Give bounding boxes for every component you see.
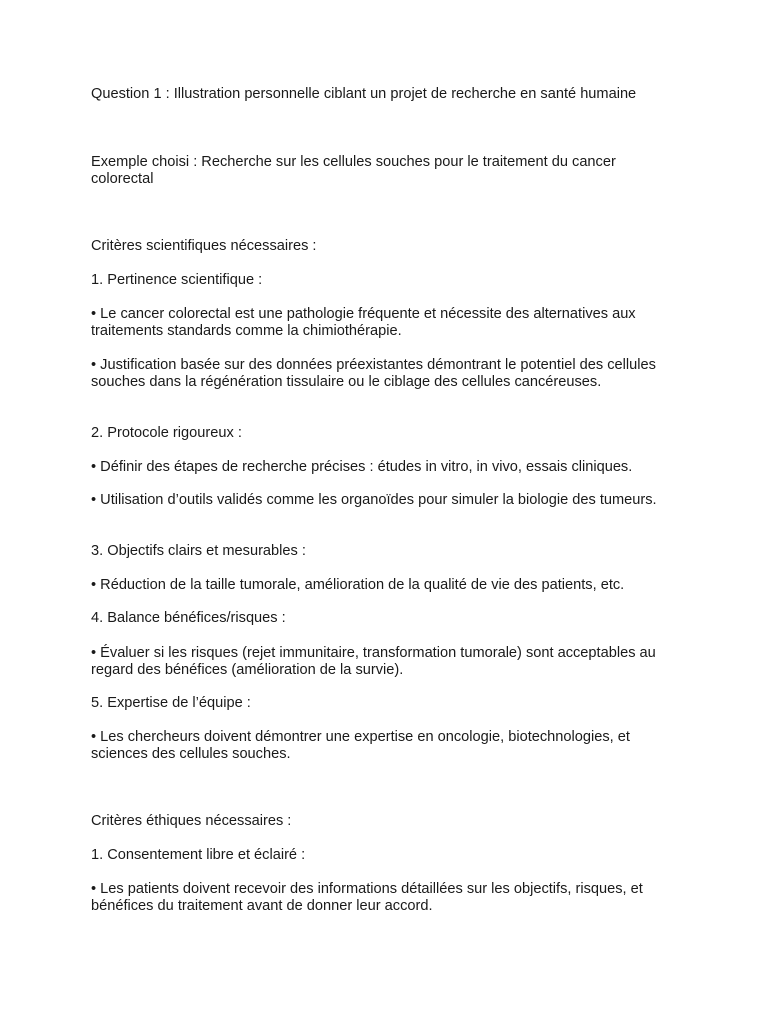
scientific-item-1-title: 1. Pertinence scientifique : bbox=[91, 272, 263, 288]
scientific-item-3-title: 3. Objectifs clairs et mesurables : bbox=[91, 543, 306, 559]
scientific-item-4-title: 4. Balance bénéfices/risques : bbox=[91, 610, 286, 626]
ethical-criteria-heading: Critères éthiques nécessaires : bbox=[91, 813, 292, 829]
ethical-item-1-bullet-1: • Les patients doivent recevoir des informations détaillées sur les objectifs, risques, et bénéfices du traitement avant de donner leur accord. bbox=[91, 881, 643, 914]
scientific-item-5-bullet-1: • Les chercheurs doivent démontrer une expertise en oncologie, biotechnologies, et sciences des cellules souches. bbox=[91, 729, 630, 762]
chosen-example: Exemple choisi : Recherche sur les cellules souches pour le traitement du cancer colorectal bbox=[91, 154, 616, 187]
scientific-item-2-bullet-1: • Définir des étapes de recherche précises : études in vitro, in vivo, essais cliniques. bbox=[91, 459, 633, 475]
scientific-item-2-title: 2. Protocole rigoureux : bbox=[91, 425, 242, 441]
scientific-item-5-title: 5. Expertise de l’équipe : bbox=[91, 695, 251, 711]
ethical-item-1-title: 1. Consentement libre et éclairé : bbox=[91, 847, 306, 863]
scientific-item-4-bullet-1: • Évaluer si les risques (rejet immunitaire, transformation tumorale) sont acceptables au regard des bénéfices (amélioration de la survie). bbox=[91, 645, 656, 678]
question-title: Question 1 : Illustration personnelle ciblant un projet de recherche en santé humaine bbox=[91, 86, 637, 102]
scientific-item-2-bullet-2: • Utilisation d’outils validés comme les organoïdes pour simuler la biologie des tumeurs. bbox=[91, 492, 657, 508]
scientific-item-1-bullet-1: • Le cancer colorectal est une pathologie fréquente et nécessite des alternatives aux traitements standards comme la chimiothérapie. bbox=[91, 306, 636, 339]
scientific-criteria-heading: Critères scientifiques nécessaires : bbox=[91, 238, 317, 254]
scientific-item-3-bullet-1: • Réduction de la taille tumorale, amélioration de la qualité de vie des patients, etc. bbox=[91, 577, 625, 593]
scientific-item-1-bullet-2: • Justification basée sur des données préexistantes démontrant le potentiel des cellules souches dans la régénération tissulaire ou le ciblage des cellules cancéreuses. bbox=[91, 357, 656, 390]
